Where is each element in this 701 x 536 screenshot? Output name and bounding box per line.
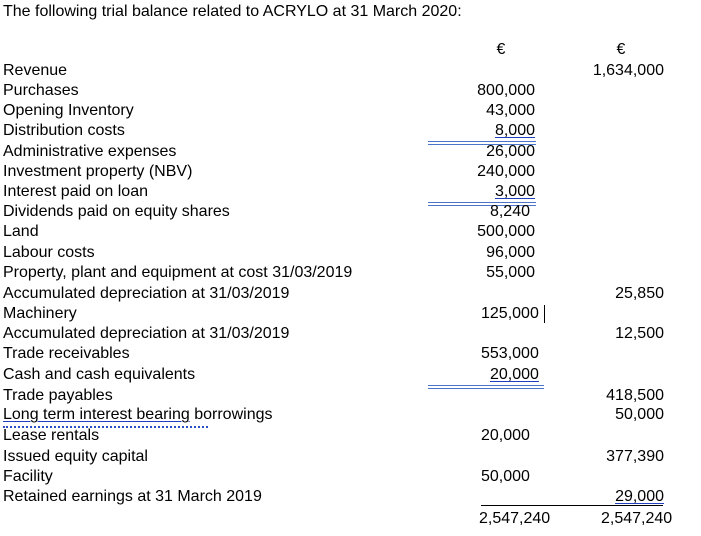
credit-value: 25,850 bbox=[615, 285, 664, 302]
page-title: The following trial balance related to ACRYLO at 31 March 2020: bbox=[3, 3, 462, 20]
double-underline-top bbox=[428, 385, 544, 386]
total-debit: 2,547,240 bbox=[479, 510, 551, 527]
row-label: Lease rentals bbox=[3, 427, 100, 444]
debit-value: 43,000 bbox=[486, 102, 535, 119]
row-label: Labour costs bbox=[3, 244, 95, 261]
row-label: Purchases bbox=[3, 82, 79, 99]
debit-value: 50,000 bbox=[481, 468, 530, 485]
debit-value[interactable]: 125,000 bbox=[481, 305, 539, 322]
row-label: Revenue bbox=[3, 62, 68, 79]
row-label-underlined: Long term interest bearing bbox=[3, 406, 190, 423]
debit-value: 26,000 bbox=[486, 143, 535, 160]
credit-value: 50,000 bbox=[615, 406, 664, 423]
row-label: Opening Inventory bbox=[3, 102, 134, 119]
debit-value: 553,000 bbox=[481, 345, 539, 362]
debit-value: 800,000 bbox=[477, 82, 535, 99]
row-label: Investment property (NBV) bbox=[3, 163, 193, 180]
total-credit: 2,547,240 bbox=[601, 510, 673, 527]
debit-value: 55,000 bbox=[486, 264, 535, 281]
row-label: Issued equity capital bbox=[3, 448, 148, 465]
credit-value: 1,634,000 bbox=[592, 62, 664, 79]
row-label-rest: borrowings bbox=[189, 406, 273, 423]
debit-value: 500,000 bbox=[477, 223, 535, 240]
debit-value: 20,000 bbox=[481, 427, 530, 444]
row-label: Trade payables bbox=[3, 387, 113, 404]
row-label: Property, plant and equipment at cost 31/03/2019 bbox=[3, 264, 353, 281]
currency-header-credit: € bbox=[616, 41, 626, 58]
row-label: Accumulated depreciation at 31/03/2019 bbox=[3, 325, 290, 342]
debit-value: 20,000 bbox=[490, 366, 539, 383]
row-label: Cash and cash equivalents bbox=[3, 366, 196, 383]
debit-value: 96,000 bbox=[486, 244, 535, 261]
row-label bbox=[3, 405, 272, 425]
row-label: Retained earnings at 31 March 2019 bbox=[3, 488, 262, 505]
debit-value: 8,000 bbox=[494, 122, 535, 139]
row-label: Distribution costs bbox=[3, 122, 125, 139]
credit-value: 29,000 bbox=[615, 488, 664, 505]
credit-value: 377,390 bbox=[606, 448, 664, 465]
row-label: Interest paid on loan bbox=[3, 183, 148, 200]
credit-value: 418,500 bbox=[606, 387, 664, 404]
row-label: Machinery bbox=[3, 305, 77, 322]
row-label: Accumulated depreciation at 31/03/2019 bbox=[3, 285, 290, 302]
row-label: Dividends paid on equity shares bbox=[3, 203, 230, 220]
credit-value: 12,500 bbox=[615, 325, 664, 342]
debit-value: 8,240 bbox=[489, 203, 530, 220]
row-label: Facility bbox=[3, 468, 53, 485]
text-cursor bbox=[544, 305, 545, 323]
currency-header-debit: € bbox=[496, 41, 506, 58]
debit-value: 3,000 bbox=[494, 183, 535, 200]
row-label: Trade receivables bbox=[3, 345, 130, 362]
total-rule bbox=[481, 505, 663, 506]
row-label: Land bbox=[3, 223, 39, 240]
row-label: Administrative expenses bbox=[3, 143, 177, 160]
debit-value: 240,000 bbox=[477, 163, 535, 180]
double-underline-bottom bbox=[428, 388, 544, 389]
